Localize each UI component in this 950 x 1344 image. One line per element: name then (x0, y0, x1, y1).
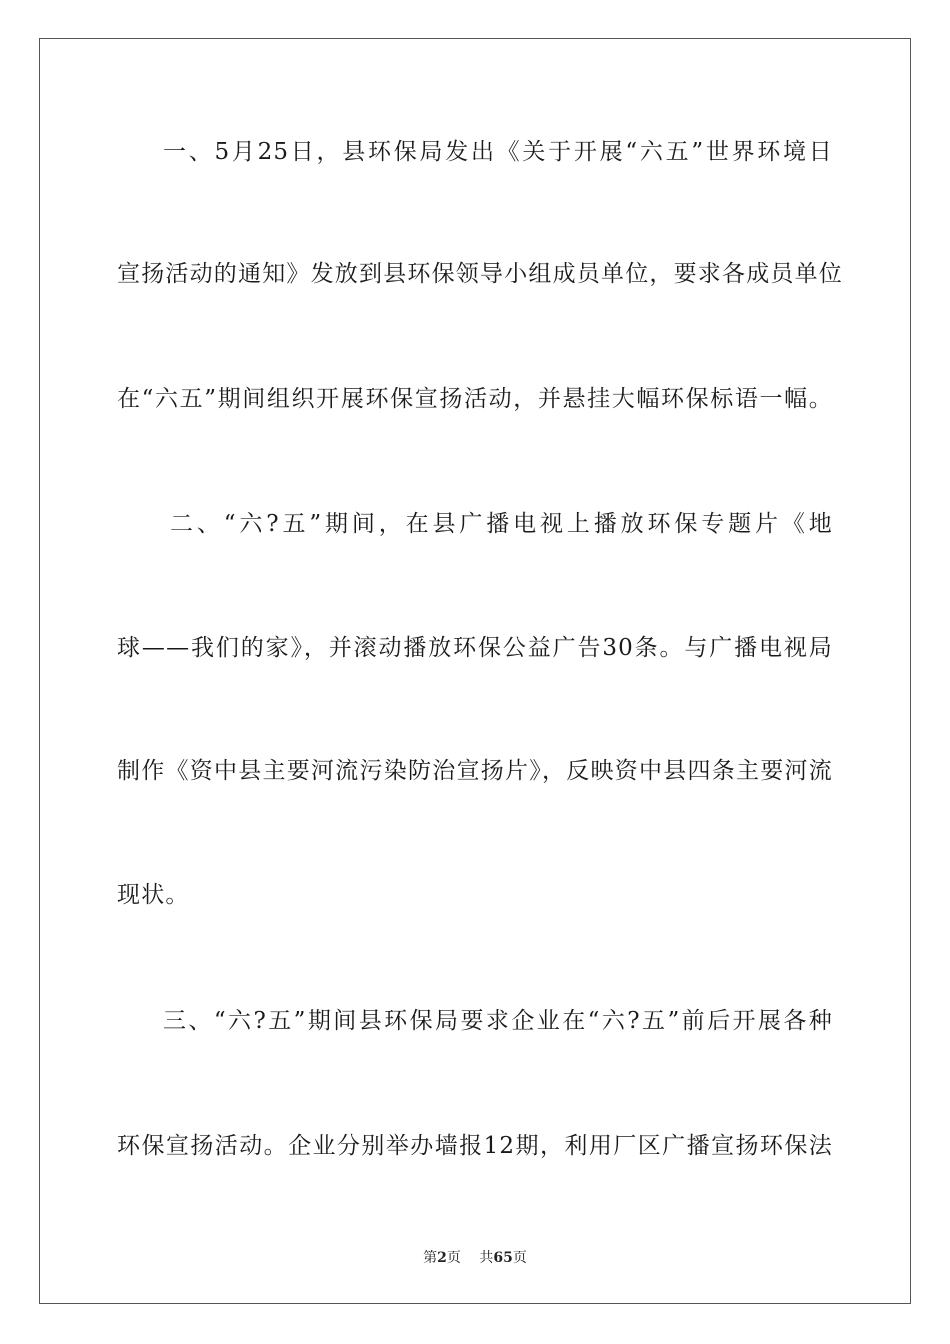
footer-mid: 页 共 (446, 1250, 494, 1266)
paragraph-2-line-2: 球——我们的家》，并滚动播放环保公益广告30条。与广播电视局 (117, 635, 833, 661)
footer-suffix: 页 (512, 1250, 527, 1266)
page-frame (39, 38, 911, 1304)
paragraph-1-line-1: 一、5月25日，县环保局发出《关于开展“六五”世界环境日 (163, 139, 833, 165)
paragraph-1-line-2: 宣扬活动的通知》发放到县环保领导小组成员单位，要求各成员单位 (117, 261, 843, 287)
footer-prefix: 第 (423, 1250, 438, 1266)
footer-total-pages: 65 (493, 1250, 513, 1266)
paragraph-3-line-1: 三、“六?五”期间县环保局要求企业在“六?五”前后开展各种 (163, 1008, 833, 1034)
paragraph-2-line-3: 制作《资中县主要河流污染防治宣扬片》，反映资中县四条主要河流 (117, 758, 833, 784)
paragraph-2-line-1: 二、“六?五”期间，在县广播电视上播放环保专题片《地 (170, 511, 833, 537)
page-footer (0, 1249, 950, 1267)
footer-page-number: 2 (437, 1250, 447, 1266)
paragraph-1-line-3: 在“六五”期间组织开展环保宣扬活动，并悬挂大幅环保标语一幅。 (117, 386, 833, 412)
paragraph-2-line-4: 现状。 (117, 882, 190, 908)
paragraph-3-line-2: 环保宣扬活动。企业分别举办墙报12期，利用厂区广播宣扬环保法 (117, 1133, 833, 1159)
